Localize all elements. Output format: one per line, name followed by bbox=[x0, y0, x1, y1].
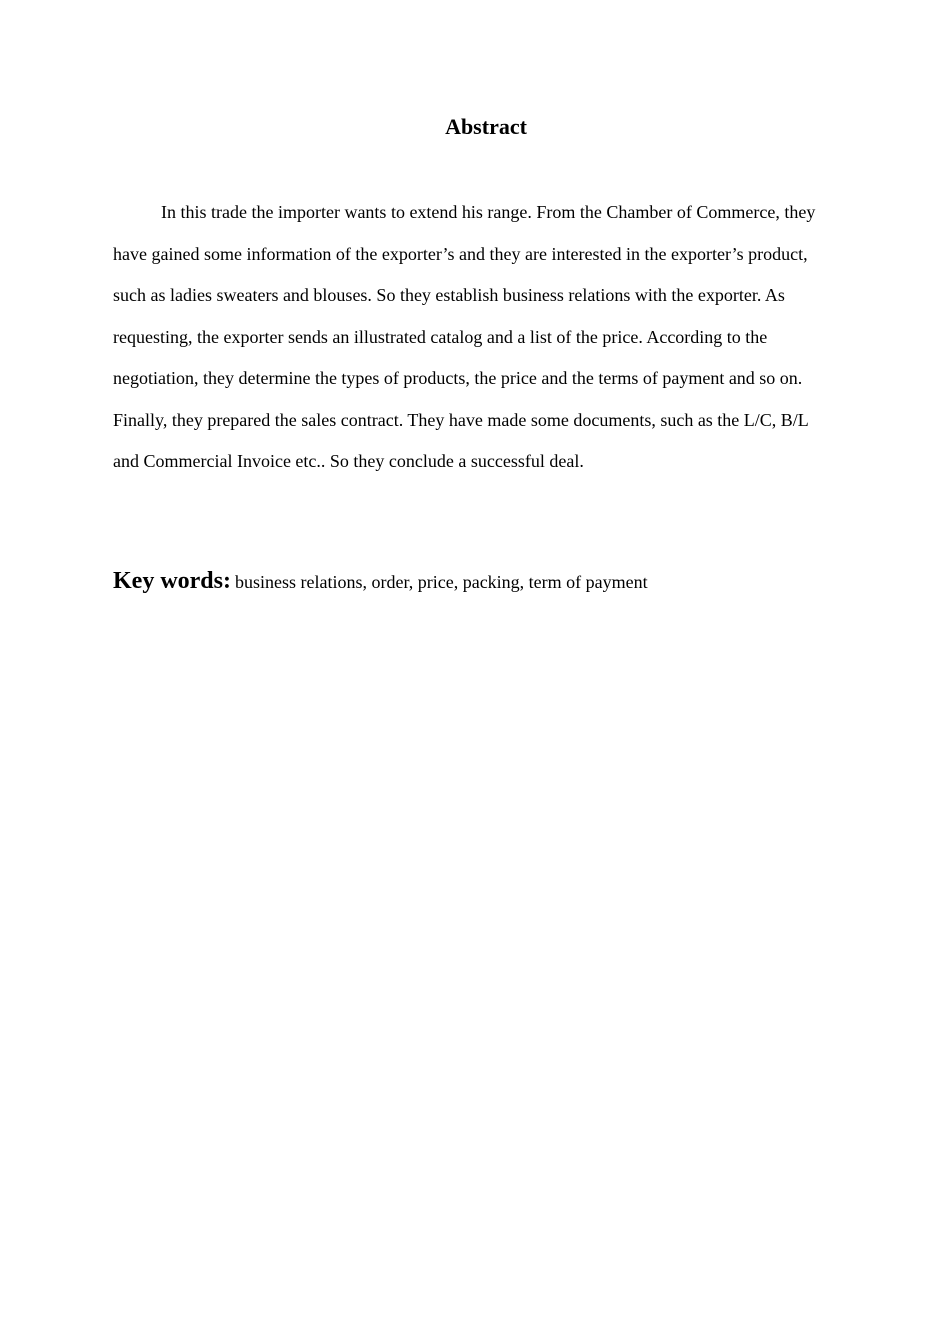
abstract-heading: Abstract bbox=[445, 114, 527, 139]
abstract-line: requesting, the exporter sends an illustrated catalog and a list of the price. According to the bbox=[113, 326, 768, 347]
keywords-section bbox=[113, 568, 873, 595]
abstract-line: Finally, they prepared the sales contract. They have made some documents, such as the L/C, B/L bbox=[113, 409, 809, 430]
keywords-label: Key words: bbox=[113, 568, 231, 594]
keywords-value: business relations, order, price, packing, term of payment bbox=[234, 572, 648, 592]
abstract-line: negotiation, they determine the types of products, the price and the terms of payment and so on. bbox=[113, 368, 803, 388]
abstract-line: such as ladies sweaters and blouses. So they establish business relations with the exporter. As bbox=[113, 285, 785, 305]
abstract-paragraph bbox=[113, 192, 861, 483]
abstract-line: and Commercial Invoice etc.. So they conclude a successful deal. bbox=[113, 451, 584, 471]
abstract-line: In this trade the importer wants to extend his range. From the Chamber of Commerce, they bbox=[161, 202, 816, 222]
abstract-line: have gained some information of the exporter’s and they are interested in the exporter’s product, bbox=[113, 243, 808, 264]
